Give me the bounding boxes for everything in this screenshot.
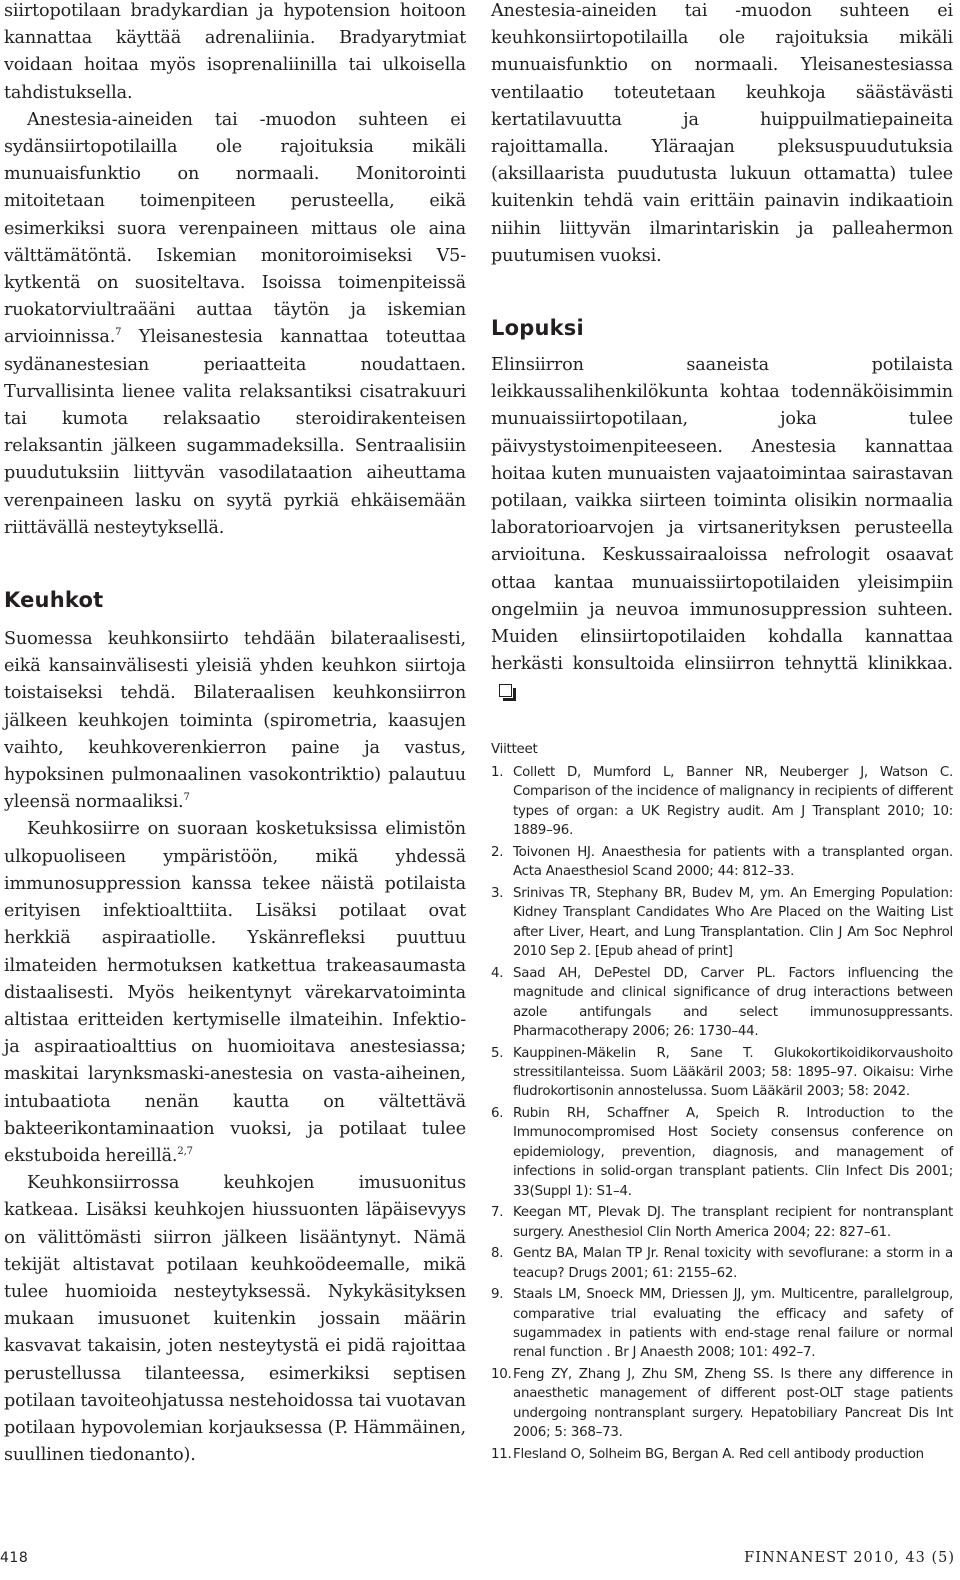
reference-text: Rubin RH, Schaffner A, Speich R. Introduction to the Immunocompromised Host Society consensus conference on epidemiology, prevention, diagnosis, and management of infections in solid-organ transplant patients. Clin Infect Dis 2001; 33(Suppl 1): S1–4.: [513, 1105, 953, 1199]
reference-item: [491, 1203, 953, 1242]
section-heading-lopuksi: Lopuksi: [491, 316, 584, 341]
reference-text: Collett D, Mumford L, Banner NR, Neuberger J, Watson C. Comparison of the incidence of malignancy in recipients of different types of organ: a UK Registry audit. Am J Transplant 2010; 10: 1889–96.: [513, 765, 953, 839]
reference-item: [491, 1445, 953, 1464]
citation-ref: 2,7: [177, 1145, 193, 1157]
reference-number: 5.: [491, 1045, 504, 1061]
paragraph: [4, 107, 466, 542]
reference-number: 8.: [491, 1246, 504, 1262]
reference-number: 1.: [491, 765, 504, 781]
reference-number: 6.: [491, 1105, 504, 1121]
reference-item: [491, 964, 953, 1042]
page-footer: [0, 1550, 960, 1576]
reference-text: Toivonen HJ. Anaesthesia for patients with a transplanted organ. Acta Anaesthesiol Scand 2000; 44: 812–33.: [513, 844, 953, 880]
reference-number: 9.: [491, 1287, 504, 1303]
paragraph: [491, 352, 953, 706]
paragraph: siirtopotilaan bradykardian ja hypotension hoitoon kannattaa käyttää adrenaliinia. Bradyarytmiat voidaan hoitaa myös isoprenaliinilla tai ulkoisella tahdistuksella.: [4, 1, 466, 103]
reference-number: 2.: [491, 844, 504, 860]
reference-text: Feng ZY, Zhang J, Zhu SM, Zheng SS. Is there any difference in anaesthetic management of different post-OLT stage patients undergoing nontransplant surgery. Hepatobiliary Pancreat Dis Int 2006; 5: 368–73.: [513, 1366, 953, 1441]
journal-name: FINNANEST 2010, 43 (5): [744, 1550, 955, 1566]
reference-text: Keegan MT, Plevak DJ. The transplant recipient for nontransplant surgery. Anesthesiol Clin North America 2004; 22: 827–61.: [513, 1205, 953, 1240]
reference-item: [491, 843, 953, 882]
reference-text: Saad AH, DePestel DD, Carver PL. Factors influencing the magnitude and clinical significance of drug interactions between azole antifungals and select immunosuppressants. Pharmacotherapy 2006; 26: 1730–44.: [513, 965, 953, 1039]
reference-item: [491, 884, 953, 962]
references: [491, 740, 953, 1465]
reference-item: [491, 763, 953, 841]
reference-list: [491, 763, 953, 1464]
reference-text: Kauppinen-Mäkelin R, Sane T. Glukokortikoidikorvaushoito stressitilanteissa. Suom Lääkäril 2003; 58: 1895–97. Oikaisu: Virhe fludrokortisonin annostelussa. Suom Lääkäril 2003; 58: 2042.: [513, 1045, 953, 1100]
citation-ref: 7: [183, 792, 190, 804]
reference-item: [491, 1365, 953, 1443]
reference-text: Flesland O, Solheim BG, Bergan A. Red cell antibody production: [513, 1446, 924, 1462]
reference-item: [491, 1044, 953, 1102]
reference-number: 3.: [491, 885, 504, 901]
paragraph-text: Yleisanestesia kannattaa toteuttaa sydänanestesian periaatteita noudattaen. Turvallisinta lienee valita relaksantiksi cisatrakuuri tai kumota relaksaatio steroidirakenteisen relaksantin jälkeen sugammadeksilla. Sentraalisiin puudutuksiin liittyvän vasodilataation aiheuttama verenpaineen lasku on syytä pyrkiä ehkäisemään riittävällä nesteytyksellä.: [4, 327, 466, 538]
paragraph: [4, 816, 466, 1170]
reference-item: [491, 1244, 953, 1283]
reference-number: 11.: [491, 1446, 512, 1462]
citation-ref: 7: [115, 327, 122, 339]
left-column: [4, 0, 466, 1469]
paragraph: Keuhkonsiirrossa keuhkojen imusuonitus katkeaa. Lisäksi keuhkojen hiussuonten läpäisevyys on välittömästi siirron jälkeen lisääntynyt. Nämä tekijät altistavat potilaan keuhkoödeemalle, mikä tulee huomioida nesteytyksessä. Nykykäsityksen mukaan imusuonet kuitenkin jossain määrin kasvavat takaisin, joten nesteytystä ei pidä rajoittaa perustellussa tilanteessa, esimerkiksi septisen potilaan tavoiteohjatussa nestehoidossa tai vuotavan potilaan hypovolemian korjauksessa (P. Hämmäinen, suullinen tiedonanto).: [4, 1173, 466, 1466]
paragraph-text: Anestesia-aineiden tai -muodon suhteen ei sydänsiirtopotilailla ole rajoituksia mikäli munuaisfunktio on normaali. Monitorointi mitoitetaan toimenpiteen perusteella, eikä esimerkiksi suora verenpaineen mittaus ole aina välttämätöntä. Iskemian monitoroimiseksi V5-kytkentä on suositeltava. Isoissa toimenpiteissä ruokatorviultraääni auttaa täytön ja iskemian arvioinnissa.: [4, 109, 466, 348]
paragraph-text: Elinsiirron saaneista potilaista leikkaussalihenkilökunta kohtaa todennäköisimmin munuaissiirtopotilaan, joka tulee päivystystoimenpiteeseen. Anestesia kannattaa hoitaa kuten munuaisten vajaatoimintaa sairastavan potilaan, vaikka siirteen toiminta olisikin normaalia laboratorioarvojen ja virtsanerityksen perusteella arvioituna. Keskussairaaloissa nefrologit osaavat ottaa kantaa munuaissiirtopotilaiden yleisimpiin ongelmiin ja neuvoa immunosuppression suhteen. Muiden elinsiirtopotilaiden kohdalla kannattaa herkästi konsultoida elinsiirron tehnyttä klinikkaa.: [491, 355, 953, 675]
page-number: 418: [0, 1550, 29, 1566]
references-title: Viitteet: [491, 741, 538, 757]
right-column: [491, 0, 953, 1466]
end-of-article-icon: [499, 684, 512, 697]
paragraph-text: Suomessa keuhkonsiirto tehdään bilateraalisesti, eikä kansainvälisesti yleisiä yhden keuhkon siirtoja toistaiseksi tehdä. Bilateraalisen keuhkonsiirron jälkeen keuhkojen toiminta (spirometria, kaasujen vaihto, keuhkoverenkierron paine ja vastus, hypoksinen pulmonaalinen vasokontriktio) palautuu yleensä normaaliksi.: [4, 629, 466, 813]
reference-number: 10.: [491, 1366, 512, 1382]
reference-number: 4.: [491, 965, 504, 981]
reference-text: Srinivas TR, Stephany BR, Budev M, ym. An Emerging Population: Kidney Transplant Candidates Who Are Placed on the Waiting List after Liver, Heart, and Lung Transplantation. Clin J Am Soc Nephrol 2010 Sep 2. [Epub ahead of print]: [513, 885, 953, 960]
section-heading-keuhkot: Keuhkot: [4, 588, 104, 613]
reference-item: [491, 1285, 953, 1363]
paragraph-text: Keuhkosiirre on suoraan kosketuksissa elimistön ulkopuoliseen ympäristöön, mikä yhdessä immunosuppression kanssa tekee näistä potilaista erityisen infektioalttiita. Lisäksi potilaat ovat herkkiä aspiraatiolle. Yskänrefleksi puuttuu ilmateiden hermotuksen katkettua trakeasaumasta distaalisesti. Myös heikentynyt värekarvatoiminta altistaa eritteiden kertymiselle ilmateihin. Infektio- ja aspiraatioalttius on huomioitava anestesiassa; maskitai larynksmaski-anestesia on vasta-aiheinen, intubaatiota nenän kautta on vältettävä bakteerikontaminaation vuoksi, ja potilaat tulee ekstuboida hereillä.: [4, 819, 466, 1166]
reference-number: 7.: [491, 1205, 504, 1221]
paragraph: [4, 626, 466, 816]
paragraph: Anestesia-aineiden tai -muodon suhteen ei keuhkonsiirtopotilailla ole rajoituksia mikäli munuaisfunktio on normaali. Yleisanestesiassa ventilaatio toteutetaan keuhkoja säästävästi kertatilavuutta ja huippuilmatiepaineita rajoittamalla. Yläraajan pleksuspuudutuksia (aksillaarista puudutusta lukuun ottamatta) tulee kuitenkin tehdä vain erittäin painavin indikaatioin niihin liittyvän ilmarintariskin ja palleahermon puutumisen vuoksi.: [491, 1, 953, 266]
reference-item: [491, 1104, 953, 1201]
reference-text: Gentz BA, Malan TP Jr. Renal toxicity with sevoflurane: a storm in a teacup? Drugs 2001; 61: 2155–62.: [513, 1246, 953, 1281]
reference-text: Staals LM, Snoeck MM, Driessen JJ, ym. Multicentre, parallelgroup, comparative trial evaluating the efficacy and safety of sugammadex in patients with end-stage renal failure or normal renal function . Br J Anaesth 2008; 101: 492–7.: [513, 1287, 953, 1361]
